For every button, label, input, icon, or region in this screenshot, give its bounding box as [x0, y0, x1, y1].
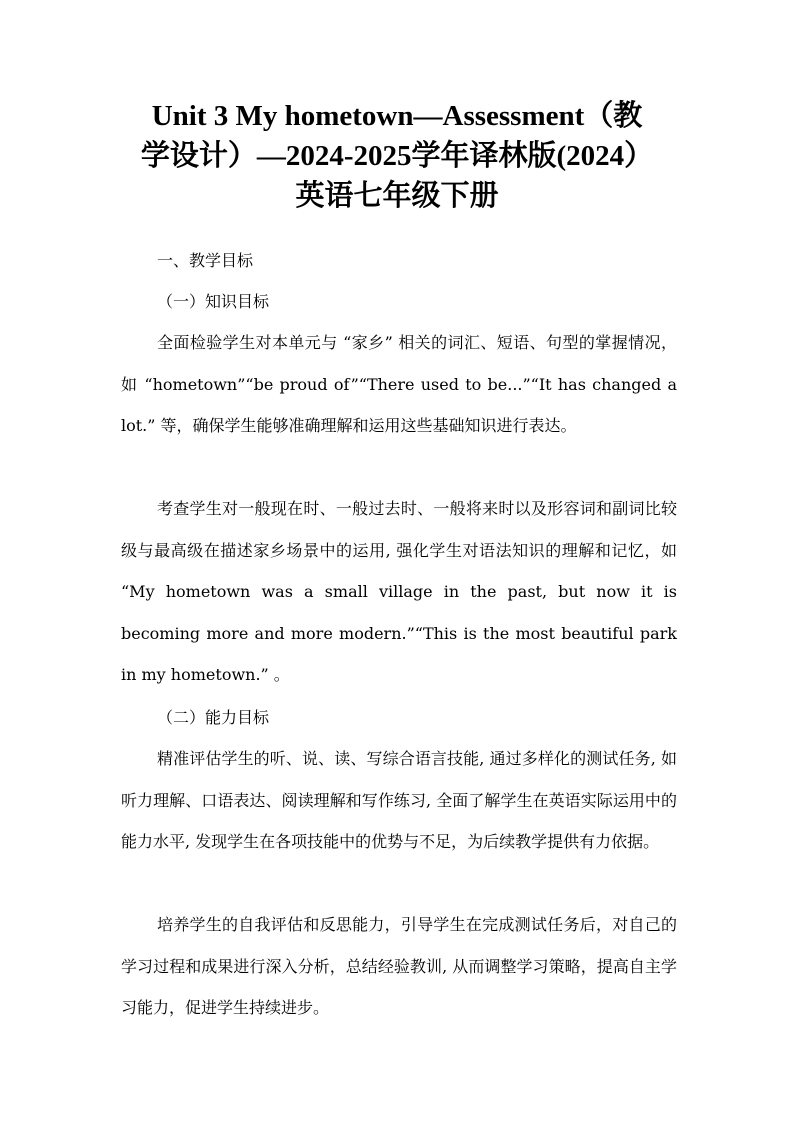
section-heading-teaching-goals: 一、教学目标 — [157, 251, 254, 270]
paragraph-knowledge-1: 全面检验学生对本单元与 “家乡” 相关的词汇、短语、句型的掌握情况， 如 “hometown”“be proud of”“There used to be...”“It has changed a lot.” 等，确保学生能够准确理解和运用这些基础知识进行表达。 — [121, 333, 677, 435]
subsection-heading-ability-goals: （二）能力目标 — [157, 708, 270, 727]
document-title — [100, 96, 694, 216]
title-line-3: 英语七年级下册 — [295, 180, 499, 212]
subsection-heading-knowledge-goals: （一）知识目标 — [157, 292, 270, 311]
paragraph-knowledge-2: 考查学生对一般现在时、一般过去时、一般将来时以及形容词和副词比较级与最高级在描述家乡场景中的运用, 强化学生对语法知识的理解和记忆，如 “My hometown was a small village in the past, but now it is becoming more and more modern.”“This is the most beautiful park in my hometown.” 。 — [121, 499, 677, 684]
paragraph-ability-2: 培养学生的自我评估和反思能力，引导学生在完成测试任务后，对自己的学习过程和成果进行深入分析，总结经验教训, 从而调整学习策略，提高自主学习能力，促进学生持续进步。 — [121, 915, 677, 1017]
title-line-2: 学设计）—2024-2025学年译林版(2024） — [140, 140, 654, 172]
paragraph-ability-1: 精准评估学生的听、说、读、写综合语言技能, 通过多样化的测试任务, 如听力理解、口语表达、阅读理解和写作练习, 全面了解学生在英语实际运用中的能力水平, 发现学生在各项技能中的优势与不足，为后续教学提供有力依据。 — [121, 749, 677, 851]
title-line-1: Unit 3 My hometown—Assessment（教 — [151, 100, 643, 132]
